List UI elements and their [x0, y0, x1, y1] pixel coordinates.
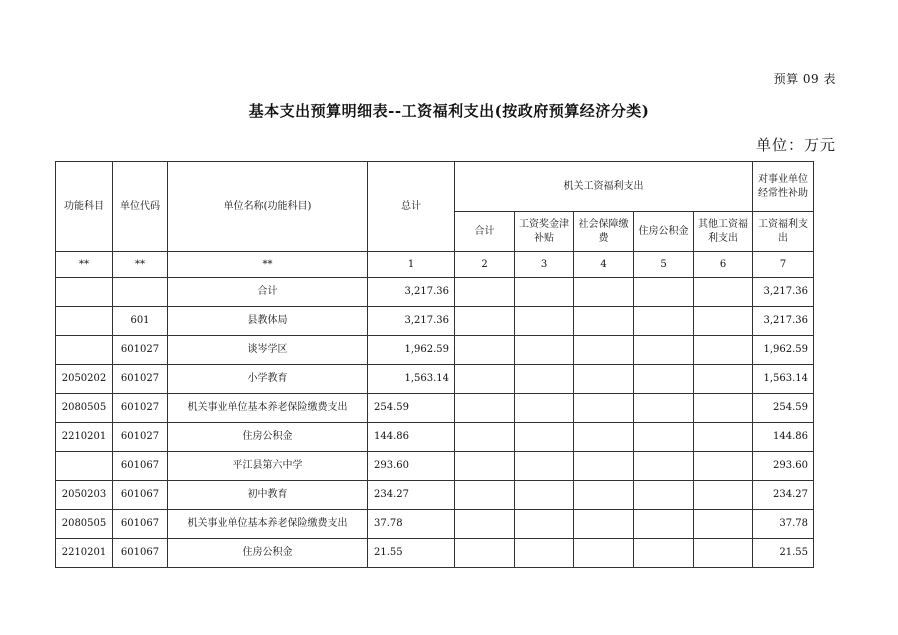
org-social-cell	[574, 336, 634, 365]
total-cell: 3,217.36	[368, 278, 455, 307]
index-row	[56, 252, 814, 278]
org-social-cell	[574, 539, 634, 568]
index-cell: **	[168, 252, 368, 278]
org-sum-cell	[455, 394, 515, 423]
index-cell: 5	[634, 252, 694, 278]
header-org-other: 其他工资福利支出	[694, 212, 753, 252]
org-wage-cell	[515, 481, 574, 510]
org-housing-cell	[634, 336, 694, 365]
org-sum-cell	[455, 481, 515, 510]
unit-name-cell: 合计	[168, 278, 368, 307]
org-other-cell	[694, 278, 753, 307]
table-row	[56, 336, 814, 365]
org-other-cell	[694, 307, 753, 336]
func-code-cell: 2080505	[56, 394, 113, 423]
total-cell: 1,962.59	[368, 336, 455, 365]
table-row	[56, 423, 814, 452]
unit-code-cell: 601067	[113, 510, 168, 539]
unit-code-cell: 601027	[113, 336, 168, 365]
org-wage-cell	[515, 452, 574, 481]
total-cell: 293.60	[368, 452, 455, 481]
unit-name-cell: 小学教育	[168, 365, 368, 394]
header-total: 总计	[368, 162, 455, 252]
table-row	[56, 539, 814, 568]
unit-name-cell: 住房公积金	[168, 539, 368, 568]
total-cell: 3,217.36	[368, 307, 455, 336]
org-housing-cell	[634, 510, 694, 539]
inst-wage-cell: 293.60	[753, 452, 814, 481]
table-row	[56, 365, 814, 394]
total-cell: 21.55	[368, 539, 455, 568]
org-social-cell	[574, 307, 634, 336]
org-housing-cell	[634, 278, 694, 307]
org-other-cell	[694, 481, 753, 510]
org-other-cell	[694, 423, 753, 452]
total-cell: 37.78	[368, 510, 455, 539]
table-row	[56, 452, 814, 481]
inst-wage-cell: 144.86	[753, 423, 814, 452]
header-inst-group: 对事业单位经常性补助	[753, 162, 814, 212]
index-cell: 7	[753, 252, 814, 278]
org-other-cell	[694, 510, 753, 539]
inst-wage-cell: 254.59	[753, 394, 814, 423]
org-sum-cell	[455, 510, 515, 539]
org-social-cell	[574, 481, 634, 510]
total-cell: 1,563.14	[368, 365, 455, 394]
org-wage-cell	[515, 336, 574, 365]
index-cell: **	[113, 252, 168, 278]
org-housing-cell	[634, 394, 694, 423]
func-code-cell	[56, 278, 113, 307]
org-wage-cell	[515, 510, 574, 539]
index-cell: 4	[574, 252, 634, 278]
inst-wage-cell: 3,217.36	[753, 307, 814, 336]
org-social-cell	[574, 394, 634, 423]
form-number: 预算 09 表	[773, 72, 836, 86]
org-sum-cell	[455, 365, 515, 394]
func-code-cell	[56, 336, 113, 365]
header-org-sum: 合计	[455, 212, 515, 252]
index-cell: 3	[515, 252, 574, 278]
index-cell: 6	[694, 252, 753, 278]
org-other-cell	[694, 336, 753, 365]
func-code-cell: 2050203	[56, 481, 113, 510]
table-body	[56, 278, 814, 568]
org-social-cell	[574, 452, 634, 481]
func-code-cell: 2080505	[56, 510, 113, 539]
org-other-cell	[694, 452, 753, 481]
total-cell: 234.27	[368, 481, 455, 510]
org-housing-cell	[634, 307, 694, 336]
unit-code-cell: 601	[113, 307, 168, 336]
header-org-group: 机关工资福利支出	[455, 162, 753, 212]
unit-code-cell: 601067	[113, 452, 168, 481]
org-sum-cell	[455, 423, 515, 452]
org-wage-cell	[515, 539, 574, 568]
header-unit-name: 单位名称(功能科目)	[168, 162, 368, 252]
org-housing-cell	[634, 539, 694, 568]
org-housing-cell	[634, 365, 694, 394]
org-social-cell	[574, 278, 634, 307]
func-code-cell	[56, 307, 113, 336]
unit-code-cell: 601027	[113, 423, 168, 452]
org-wage-cell	[515, 278, 574, 307]
table-row	[56, 278, 814, 307]
header-org-housing: 住房公积金	[634, 212, 694, 252]
unit-code-cell: 601067	[113, 481, 168, 510]
inst-wage-cell: 21.55	[753, 539, 814, 568]
org-social-cell	[574, 423, 634, 452]
org-other-cell	[694, 394, 753, 423]
unit-name-cell: 平江县第六中学	[168, 452, 368, 481]
func-code-cell: 2210201	[56, 539, 113, 568]
total-cell: 254.59	[368, 394, 455, 423]
header-unit-code: 单位代码	[113, 162, 168, 252]
header-org-wage: 工资奖金津补贴	[515, 212, 574, 252]
index-cell: 1	[368, 252, 455, 278]
org-housing-cell	[634, 423, 694, 452]
header-inst-wage: 工资福利支出	[753, 212, 814, 252]
org-wage-cell	[515, 365, 574, 394]
unit-code-cell: 601027	[113, 365, 168, 394]
inst-wage-cell: 1,563.14	[753, 365, 814, 394]
org-sum-cell	[455, 452, 515, 481]
header-org-social: 社会保障缴费	[574, 212, 634, 252]
org-wage-cell	[515, 423, 574, 452]
unit-name-cell: 机关事业单位基本养老保险缴费支出	[168, 394, 368, 423]
unit-code-cell	[113, 278, 168, 307]
org-sum-cell	[455, 307, 515, 336]
unit-name-cell: 初中教育	[168, 481, 368, 510]
org-social-cell	[574, 510, 634, 539]
inst-wage-cell: 37.78	[753, 510, 814, 539]
org-other-cell	[694, 365, 753, 394]
header-func-code: 功能科目	[56, 162, 113, 252]
org-sum-cell	[455, 278, 515, 307]
index-cell: 2	[455, 252, 515, 278]
inst-wage-cell: 234.27	[753, 481, 814, 510]
org-social-cell	[574, 365, 634, 394]
unit-code-cell: 601067	[113, 539, 168, 568]
org-wage-cell	[515, 307, 574, 336]
org-housing-cell	[634, 481, 694, 510]
func-code-cell: 2050202	[56, 365, 113, 394]
org-housing-cell	[634, 452, 694, 481]
unit-name-cell: 住房公积金	[168, 423, 368, 452]
inst-wage-cell: 1,962.59	[753, 336, 814, 365]
org-other-cell	[694, 539, 753, 568]
func-code-cell: 2210201	[56, 423, 113, 452]
page-title: 基本支出预算明细表--工资福利支出(按政府预算经济分类)	[248, 102, 650, 120]
table-row	[56, 307, 814, 336]
unit-name-cell: 县教体局	[168, 307, 368, 336]
unit-code-cell: 601027	[113, 394, 168, 423]
table-row	[56, 394, 814, 423]
table-row	[56, 510, 814, 539]
unit-label: 单位：万元	[755, 136, 836, 154]
org-sum-cell	[455, 539, 515, 568]
inst-wage-cell: 3,217.36	[753, 278, 814, 307]
func-code-cell	[56, 452, 113, 481]
unit-name-cell: 机关事业单位基本养老保险缴费支出	[168, 510, 368, 539]
unit-name-cell: 谈岑学区	[168, 336, 368, 365]
total-cell: 144.86	[368, 423, 455, 452]
budget-table	[55, 161, 814, 568]
org-sum-cell	[455, 336, 515, 365]
index-cell: **	[56, 252, 113, 278]
table-row	[56, 481, 814, 510]
org-wage-cell	[515, 394, 574, 423]
